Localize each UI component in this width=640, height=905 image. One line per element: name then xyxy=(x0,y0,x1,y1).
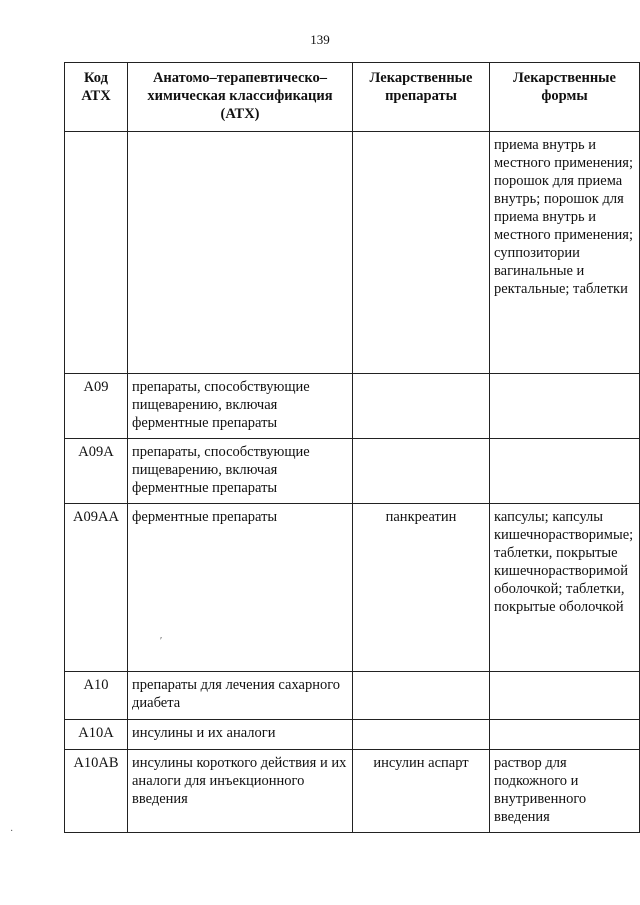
cell-drug xyxy=(353,672,490,720)
cell-code: A10AB xyxy=(65,750,128,833)
header-classification: Анатомо–терапевтическо–химическая классификация (АТХ) xyxy=(128,63,353,132)
table-row xyxy=(65,504,640,672)
page-number: 139 xyxy=(310,32,330,47)
cell-classification xyxy=(128,132,353,374)
cell-drug xyxy=(353,720,490,750)
atx-table xyxy=(64,62,640,833)
table-row xyxy=(65,132,640,374)
cell-drug xyxy=(353,132,490,374)
cell-code: A09A xyxy=(65,439,128,504)
cell-forms: приема внутрь и местного применения; порошок для приема внутрь; порошок для приема внутрь и местного применения; суппозитории вагинальные и ректальные; таблетки xyxy=(490,132,640,374)
cell-code: A10A xyxy=(65,720,128,750)
cell-drug: панкреатин xyxy=(353,504,490,672)
cell-code xyxy=(65,132,128,374)
cell-forms xyxy=(490,374,640,439)
cell-classification: инсулины и их аналоги xyxy=(128,720,353,750)
cell-drug: инсулин аспарт xyxy=(353,750,490,833)
cell-classification: инсулины короткого действия и их аналоги для инъекционного введения xyxy=(128,750,353,833)
cell-classification: препараты, способствующие пищеварению, включая ферментные препараты xyxy=(128,374,353,439)
table-row xyxy=(65,720,640,750)
table-row xyxy=(65,374,640,439)
cell-classification: препараты, способствующие пищеварению, включая ферментные препараты xyxy=(128,439,353,504)
cell-forms xyxy=(490,720,640,750)
cell-forms xyxy=(490,672,640,720)
table-row xyxy=(65,439,640,504)
stray-mark: · xyxy=(10,826,14,837)
cell-drug xyxy=(353,374,490,439)
table-row xyxy=(65,750,640,833)
table-row xyxy=(65,672,640,720)
table-header-row xyxy=(65,63,640,132)
cell-drug xyxy=(353,439,490,504)
cell-forms xyxy=(490,439,640,504)
cell-classification: ферментные препараты xyxy=(128,504,353,672)
cell-forms: раствор для подкожного и внутривенного введения xyxy=(490,750,640,833)
header-code: Код АТХ xyxy=(65,63,128,132)
header-drugs: Лекарственные препараты xyxy=(353,63,490,132)
cell-code: A10 xyxy=(65,672,128,720)
cell-forms: капсулы; капсулы кишечнорастворимые; таблетки, покрытые кишечнорастворимой оболочкой; таблетки, покрытые оболочкой xyxy=(490,504,640,672)
cell-code: A09 xyxy=(65,374,128,439)
stray-mark: ʹ xyxy=(160,636,163,647)
header-forms: Лекарственные формы xyxy=(490,63,640,132)
cell-code: A09AA xyxy=(65,504,128,672)
cell-classification: препараты для лечения сахарного диабета xyxy=(128,672,353,720)
